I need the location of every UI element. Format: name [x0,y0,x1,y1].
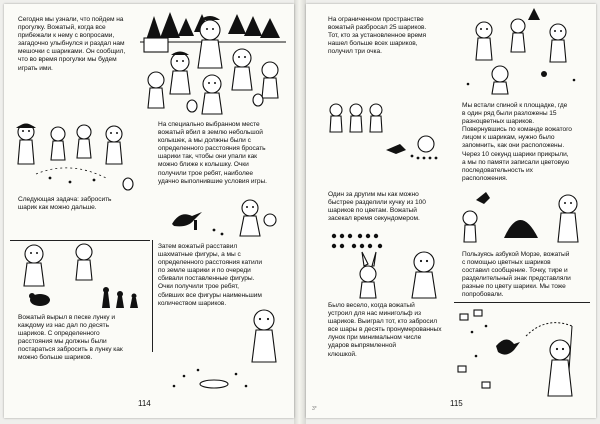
text-line: вожатый разбросал 25 шариков. [328,24,427,32]
text-line: по земле шарики и по очереди [158,267,251,275]
text-line: Вожатый вырыл в песке лунку и [18,314,115,321]
divider-line [454,302,590,303]
text-line: шариков по цветам. Вожатый [328,207,417,215]
text-line: Сегодня мы узнали, что пойдем на [18,16,124,23]
text-line: Пользуясь азбукой Морзе, вожатый [462,251,570,258]
text-line: последовательность их [462,166,533,174]
text-line: Мы встали спиной к площадке, где [462,102,568,109]
text-line: лицом к шарикам, нужно было [462,134,555,142]
text-line: Тот, кто за установленное время [328,32,427,40]
children-searching-illustration [454,14,590,96]
text-line: Следующая задача: забросить [18,196,112,203]
text-line: быстрее разделили кучку из 100 [328,199,426,207]
left-text-block-a [18,16,125,73]
text-line: Очки получили трое ребят, [158,283,239,291]
text-line: ударов выпрямленной [328,342,396,350]
text-line: получил три очка. [328,48,382,56]
text-line: количеством шариков. [158,299,227,307]
minigolf-illustration [456,306,592,402]
text-line: вожатый вбил в землю небольшой [158,129,263,137]
text-line: клюшкой. [328,350,357,358]
page-number-left: 114 [138,399,151,408]
text-line: разноцветных шариков. [462,118,534,126]
text-line: На специально выбранном месте [158,121,260,128]
morse-marbles-illustration [328,230,454,300]
text-line: удачно выполнившие условия игры. [158,177,267,185]
text-line: все шары в десять пронумерованных [328,326,442,334]
text-line: шарики так, чтобы они упали как [158,153,258,161]
text-line: Через 10 секунд шарики прикрыли, [462,150,569,158]
right-text-block-c [328,191,426,223]
text-line: в один ряд были разложены 15 [462,110,557,118]
text-line: засекал время секундомером. [328,215,420,223]
text-line: играть ими. [18,64,53,72]
text-line: прибежали к нему с вопросами, [18,32,115,40]
page-left [4,4,294,418]
row-of-marbles-illustration [326,100,456,166]
text-line: разделительный знак представляли [462,275,571,283]
text-line: запомнить, как они расположены. [462,142,565,150]
right-text-block-d [462,251,571,300]
text-line: сбивали поставленные фигуры. [158,275,255,283]
text-line: получили трое ребят, наиболее [158,169,254,177]
text-line: попробовали. [462,291,504,299]
text-line: что во время прогулки мы будем [18,56,117,64]
text-line: сбивших все фигуры наименьшим [158,291,262,299]
right-text-block-a [328,16,426,56]
left-text-block-d [158,243,262,308]
left-text-block-e [18,314,123,363]
mouse-and-chess-illustration [12,242,150,314]
text-line: мешочки с шариками. Он сообщил, [18,48,126,56]
text-line: с помощью цветных шариков [462,259,551,267]
children-tossing-marbles-illustration [10,120,152,192]
dog-and-heap-illustration [456,188,592,246]
page-right [306,4,596,418]
right-text-block-b [462,102,572,183]
text-line: прогулку. Вожатый, когда все [18,24,106,32]
boy-and-hole-illustration [154,306,286,396]
text-line: можно ближе к колышку. Очки [158,161,249,169]
text-line: шарик как можно дальше. [18,204,97,212]
text-line: определенного расстояния бросать [158,145,266,153]
text-line: загадочно улыбнулся и раздал нам [18,40,125,48]
text-line: расстояния мы должны были [18,338,107,346]
divider-line [10,240,150,241]
divider-line [152,240,153,352]
text-line: Было весело, когда вожатый [328,302,415,309]
text-line: каждому из нас дал по десять [18,322,110,330]
text-line: устроил для нас минигольф из [328,310,421,318]
right-text-block-e [328,302,442,359]
text-line: Затем вожатый расставил [158,243,238,250]
text-line: определенного расстояния катили [158,259,263,267]
children-with-bags-illustration [140,10,286,118]
bird-and-peg-illustration [162,194,282,240]
text-line: шахматные фигуры, а мы с [158,251,241,259]
text-line: составил сообщение. Точку, тире и [462,267,568,275]
text-line: Повернувшись по команде вожатого [462,126,572,134]
text-line: разные по цвету шарики. Мы тоже [462,283,566,291]
text-line: Один за другим мы как можно [328,191,419,198]
text-line: шариков. Выиграл тот, кто забросил [328,318,438,326]
text-line: колышек, а мы должны были с [158,137,251,145]
text-line: шариков. С определенного [18,330,100,338]
text-line: а мы по памяти записали цветовую [462,158,570,166]
page-number-right: 115 [450,399,463,408]
text-line: постараться забросить в лунку как [18,346,123,354]
book-gutter [294,0,306,424]
text-line: можно больше шариков. [18,354,93,362]
text-line: лунок при минимальном числе [328,334,422,342]
text-line: На ограниченном пространстве [328,16,424,23]
left-text-block-b [158,121,267,186]
text-line: нашел больше всех шариков, [328,40,418,48]
corner-mark: 3* [312,406,317,412]
text-line: расположения. [462,174,508,182]
left-text-block-c [18,196,111,212]
